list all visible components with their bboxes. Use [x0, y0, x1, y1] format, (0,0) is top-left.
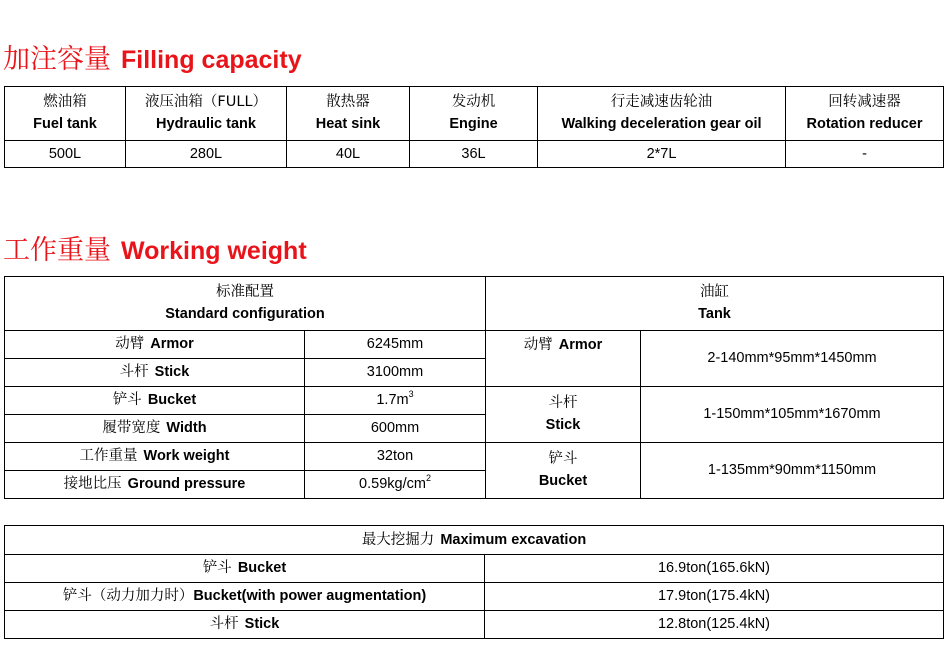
force-label-cell	[5, 555, 485, 583]
tank-label-en: Armor	[558, 337, 603, 353]
weight-row	[5, 443, 944, 471]
force-label-cell	[5, 611, 485, 639]
spec-label-en: Work weight	[143, 448, 230, 465]
spec-value-cell	[305, 387, 486, 415]
spec-value: 1.7m	[376, 392, 409, 409]
excavation-row	[5, 583, 944, 611]
force-value-cell: 17.9ton(175.4kN)	[485, 583, 944, 611]
spec-label-zh: 接地比压	[63, 476, 122, 493]
header-label-en: Maximum excavation	[440, 531, 587, 548]
spec-value-cell: 32ton	[305, 443, 486, 471]
filling-header-row	[5, 87, 944, 141]
header-label-zh: 液压油箱（FULL）	[144, 94, 268, 111]
filling-value-cell: -	[786, 141, 944, 168]
header-label-en: Heat sink	[315, 116, 381, 132]
filling-value-cell: 280L	[126, 141, 287, 168]
working-weight-heading	[3, 237, 307, 264]
spec-label-en: Width	[166, 420, 207, 437]
spec-label-zh: 斗杆	[119, 364, 149, 381]
weight-row	[5, 331, 944, 359]
filling-value-cell: 36L	[410, 141, 538, 168]
spec-label-en: Stick	[154, 364, 190, 381]
spec-label-zh: 动臂	[115, 336, 145, 353]
spec-label-cell	[5, 331, 305, 359]
header-label-en: Hydraulic tank	[156, 116, 256, 132]
excavation-header	[5, 526, 944, 555]
weight-header-row	[5, 277, 944, 331]
header-label-zh: 回转减速器	[828, 94, 901, 111]
tank-value-cell: 1-150mm*105mm*1670mm	[641, 387, 944, 443]
tank-label-en: Stick	[545, 417, 581, 433]
force-label-zh: 铲斗（动力加力时）	[62, 588, 194, 605]
weight-row	[5, 387, 944, 415]
spec-label-cell	[5, 471, 305, 499]
header-label-en: Walking deceleration gear oil	[561, 116, 762, 132]
header-label-en: Engine	[449, 116, 498, 132]
filling-value-row	[5, 141, 944, 168]
force-label-zh: 铲斗	[202, 560, 232, 577]
spec-value-cell	[305, 471, 486, 499]
unit-superscript: 2	[425, 473, 431, 484]
spec-value-cell: 600mm	[305, 415, 486, 443]
filling-header-cell	[5, 87, 126, 141]
working-weight-table	[4, 276, 944, 499]
force-label-zh: 斗杆	[209, 616, 239, 633]
filling-header-cell	[287, 87, 410, 141]
spec-value-cell: 3100mm	[305, 359, 486, 387]
spec-label-zh: 履带宽度	[102, 420, 161, 437]
header-label-en: Fuel tank	[33, 116, 97, 132]
standard-config-header	[5, 277, 486, 331]
weight-title-zh: 工作重量	[3, 235, 111, 266]
spec-value: 0.59kg/cm	[359, 476, 426, 493]
tank-label-cell	[486, 331, 641, 387]
spec-label-cell	[5, 443, 305, 471]
header-label-en: Tank	[698, 306, 731, 322]
header-label-zh: 标准配置	[216, 284, 274, 301]
header-label-zh: 燃油箱	[43, 94, 87, 111]
header-label-en: Standard configuration	[165, 306, 325, 322]
header-label-zh: 发动机	[451, 94, 496, 111]
force-label-en: Stick	[244, 616, 280, 633]
header-label-zh: 最大挖掘力	[361, 531, 435, 548]
spec-label-cell	[5, 387, 305, 415]
tank-value-cell: 1-135mm*90mm*1150mm	[641, 443, 944, 499]
filling-value-cell: 2*7L	[538, 141, 786, 168]
header-label-zh: 散热器	[326, 94, 370, 111]
max-excavation-table	[4, 525, 944, 639]
header-label-zh: 油缸	[700, 284, 729, 301]
force-value-cell: 16.9ton(165.6kN)	[485, 555, 944, 583]
unit-superscript: 3	[408, 389, 414, 400]
spec-label-cell	[5, 359, 305, 387]
force-label-cell	[5, 583, 485, 611]
filling-capacity-heading	[3, 46, 302, 73]
tank-label-cell	[486, 387, 641, 443]
filling-title-en: Filling capacity	[121, 46, 302, 74]
spec-label-en: Ground pressure	[127, 476, 246, 493]
tank-label-cell	[486, 443, 641, 499]
header-label-zh: 行走减速齿轮油	[610, 94, 713, 111]
force-value-cell: 12.8ton(125.4kN)	[485, 611, 944, 639]
spec-label-cell	[5, 415, 305, 443]
excavation-row	[5, 611, 944, 639]
tank-header	[486, 277, 944, 331]
filling-value-cell: 40L	[287, 141, 410, 168]
filling-header-cell	[786, 87, 944, 141]
spec-label-en: Bucket	[147, 392, 197, 409]
weight-title-en: Working weight	[121, 237, 307, 265]
filling-title-zh: 加注容量	[3, 44, 111, 75]
tank-label-zh: 动臂	[523, 337, 553, 353]
tank-label-zh: 铲斗	[548, 451, 578, 468]
force-label-en: Bucket(with power augmentation)	[193, 588, 427, 605]
tank-label-en: Bucket	[538, 473, 588, 489]
tank-label-zh: 斗杆	[548, 395, 578, 412]
tank-value-cell: 2-140mm*95mm*1450mm	[641, 331, 944, 387]
force-label-en: Bucket	[237, 560, 287, 577]
spec-label-zh: 工作重量	[79, 448, 138, 465]
spec-label-en: Armor	[150, 336, 194, 353]
filling-value-cell: 500L	[5, 141, 126, 168]
spec-label-zh: 铲斗	[112, 392, 142, 409]
filling-header-cell	[410, 87, 538, 141]
filling-header-cell	[126, 87, 287, 141]
excavation-header-row	[5, 526, 944, 555]
filling-capacity-table	[4, 86, 944, 168]
filling-header-cell	[538, 87, 786, 141]
header-label-en: Rotation reducer	[806, 116, 923, 132]
excavation-row	[5, 555, 944, 583]
spec-value-cell: 6245mm	[305, 331, 486, 359]
